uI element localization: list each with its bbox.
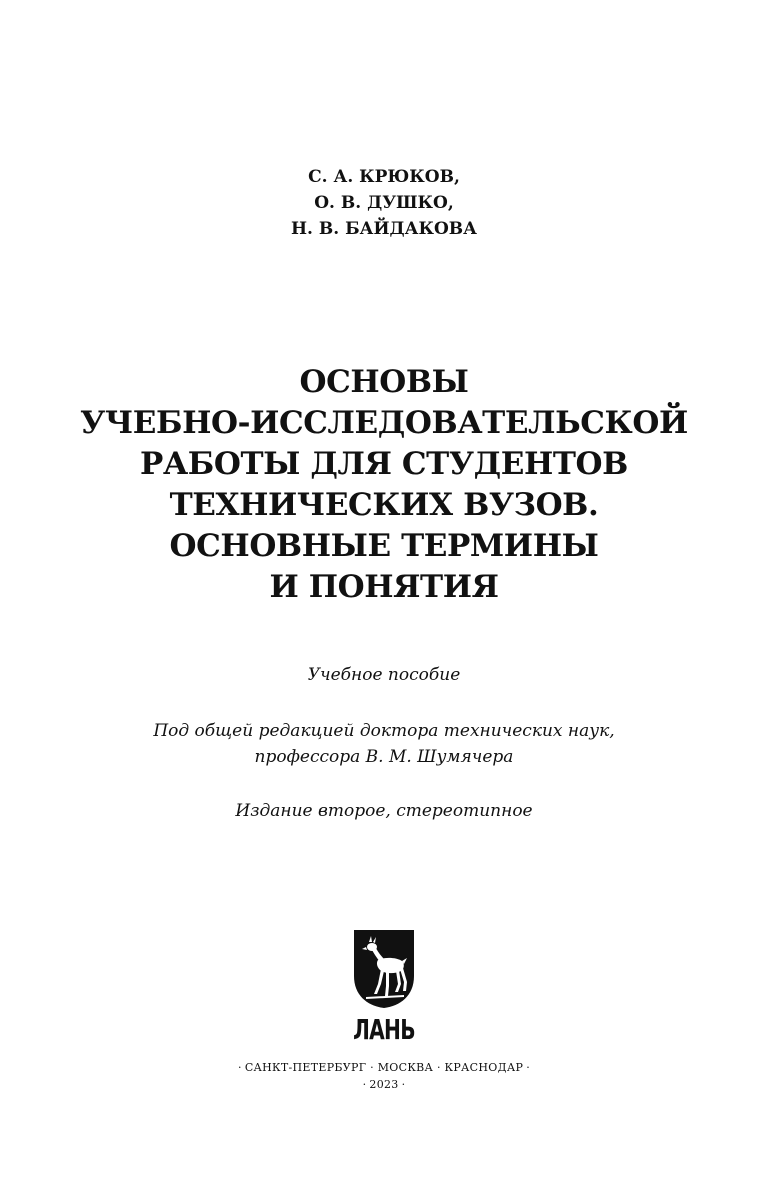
publication-year: 2023	[369, 1078, 399, 1091]
title-line: И ПОНЯТИЯ	[269, 569, 499, 605]
title-line: ОСНОВНЫЕ ТЕРМИНЫ	[169, 528, 599, 564]
edition-note: Издание второе, стереотипное	[235, 801, 533, 821]
title-line: ОСНОВЫ	[299, 364, 469, 400]
imprint-year	[0, 1076, 768, 1093]
publisher-logo	[0, 928, 768, 1046]
separator-dot: ·	[401, 1078, 406, 1091]
book-type: Учебное пособие	[307, 665, 461, 685]
authors-block	[0, 164, 768, 242]
editor-line: Под общей редакцией доктора технических наук,	[153, 721, 615, 741]
title-line: РАБОТЫ ДЛЯ СТУДЕНТОВ	[140, 446, 628, 482]
publisher-logo-word: ЛАНЬ	[353, 1013, 415, 1046]
author-name: О. В. ДУШКО,	[314, 193, 454, 213]
editor-note	[0, 718, 768, 770]
imprint-cities	[0, 1059, 768, 1076]
book-title	[0, 362, 768, 608]
title-line: ТЕХНИЧЕСКИХ ВУЗОВ.	[169, 487, 599, 523]
deer-shield-icon	[352, 928, 416, 1010]
separator-dot: ·	[526, 1061, 530, 1074]
imprint	[0, 1059, 768, 1093]
publisher-cities: САНКТ-ПЕТЕРБУРГ · МОСКВА · КРАСНОДАР	[244, 1061, 524, 1074]
separator-dot: ·	[362, 1078, 367, 1091]
editor-line: профессора В. М. Шумячера	[254, 747, 514, 767]
separator-dot: ·	[238, 1061, 242, 1074]
author-name: С. А. КРЮКОВ,	[308, 167, 460, 187]
author-name: Н. В. БАЙДАКОВА	[291, 219, 477, 239]
title-line: УЧЕБНО-ИССЛЕДОВАТЕЛЬСКОЙ	[80, 405, 688, 441]
